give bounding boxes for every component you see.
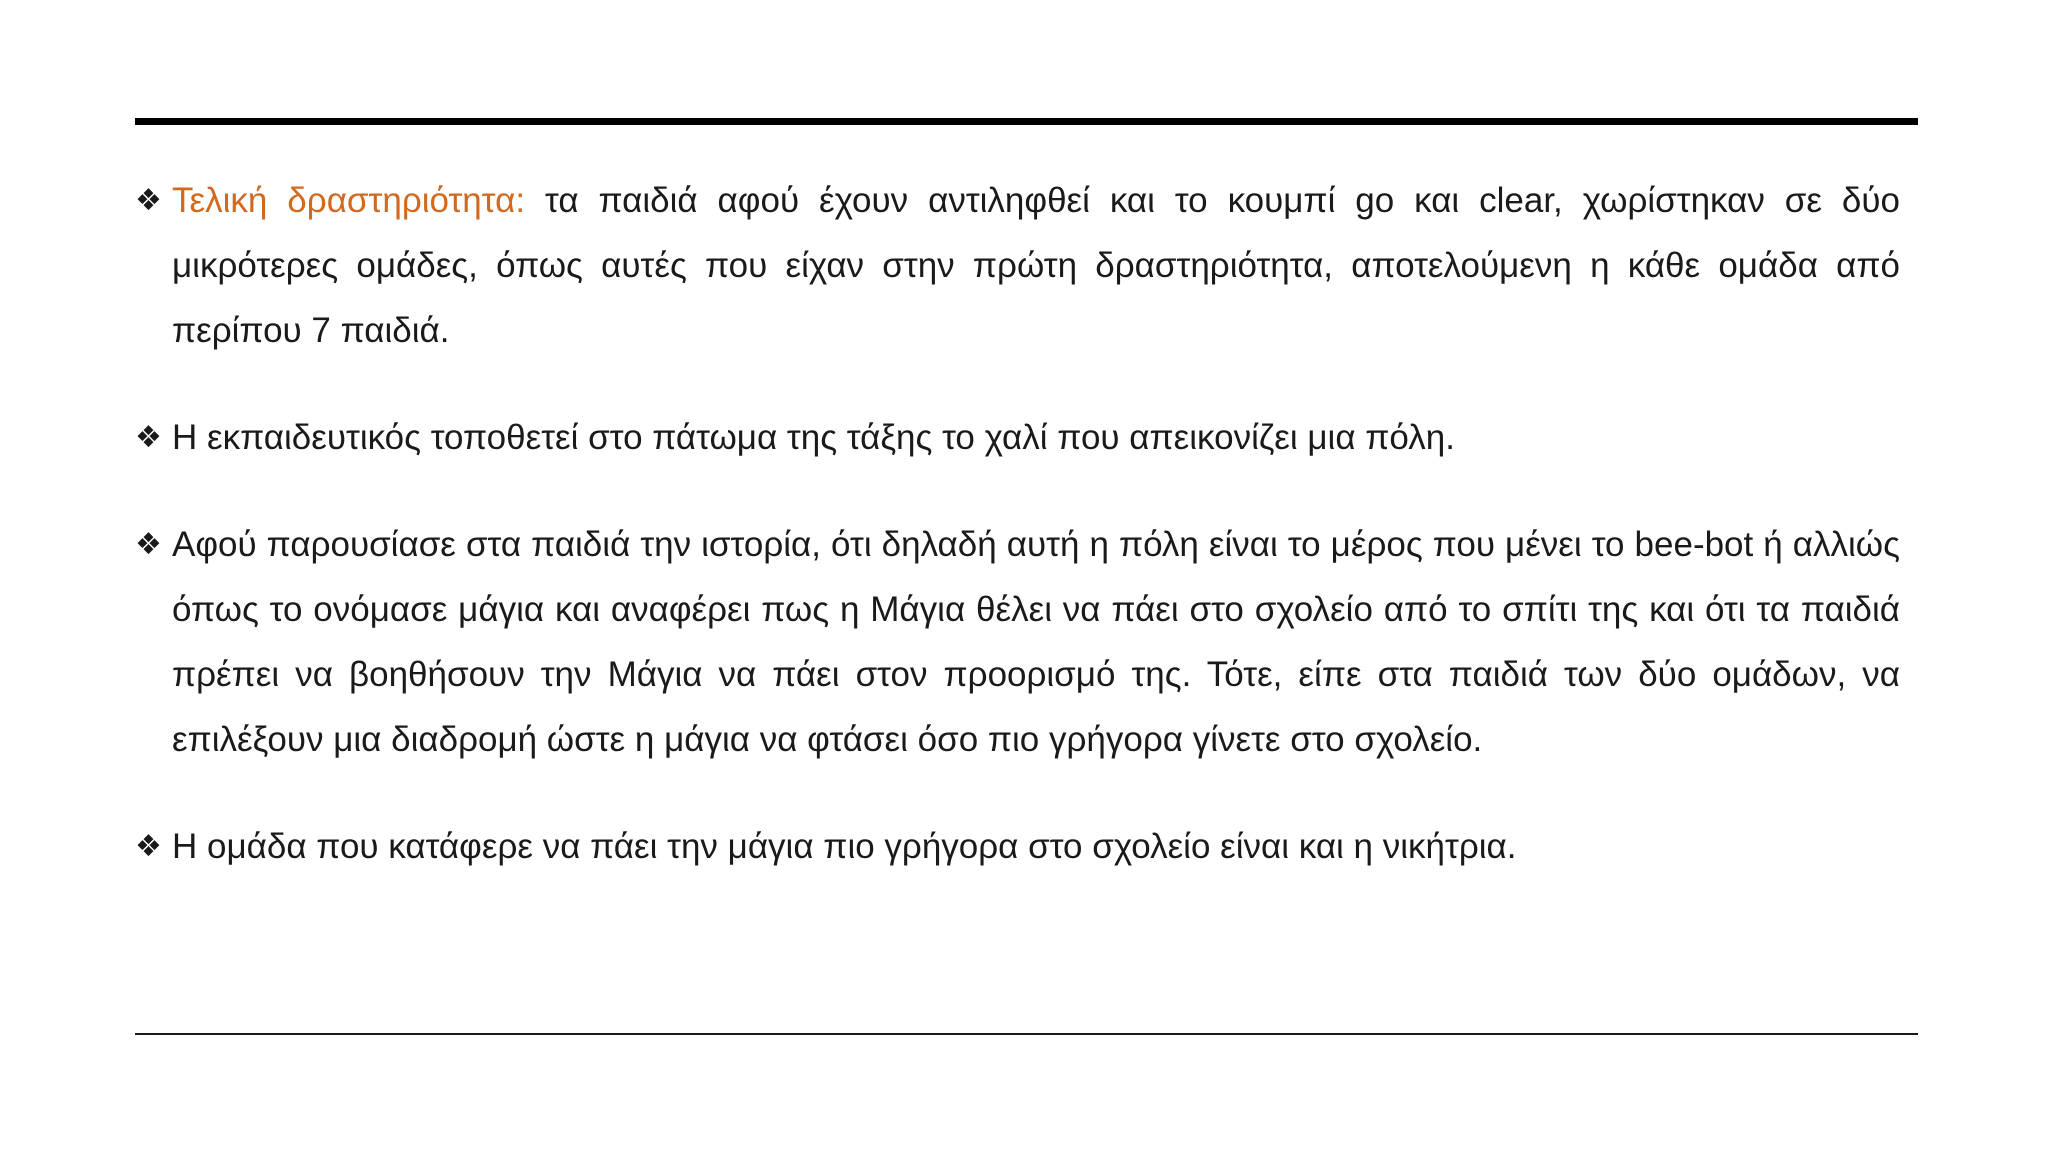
bottom-divider [135,1033,1918,1035]
bullet-lead-label: Τελική δραστηριότητα: [172,181,526,220]
diamond-bullet-icon: ❖ [135,184,162,217]
bullet-item-story [135,512,1900,772]
diamond-bullet-icon: ❖ [135,830,162,863]
diamond-bullet-icon: ❖ [135,528,162,561]
bullet-item-winner [135,814,1900,879]
bullet-text: Η εκπαιδευτικός τοποθετεί στο πάτωμα της τάξης το χαλί που απεικονίζει μια πόλη. [172,418,1455,457]
bullet-list [135,168,1900,921]
bullet-item-carpet [135,405,1900,470]
bullet-text: Αφού παρουσίασε στα παιδιά την ιστορία, ότι δηλαδή αυτή η πόλη είναι το μέρος που μένει το bee-bot ή αλλιώς όπως το ονόμασε μάγια και αναφέρει πως η Μάγια θέλει να πάει στο σχολείο από το σπίτι της και ότι τα παιδιά πρέπει να βοηθήσουν την Μάγια να πάει στον προορισμό της. Τότε, είπε στα παιδιά των δύο ομάδων, να επιλέξουν μια διαδρομή ώστε η μάγια να φτάσει όσο πιο γρήγορα γίνετε στο σχολείο. [172,525,1900,759]
bullet-text: τα παιδιά αφού έχουν αντιληφθεί και το κουμπί go και clear, χωρίστηκαν σε δύο μικρότερες ομάδες, όπως αυτές που είχαν στην πρώτη δραστηριότητα, αποτελούμενη η κάθε ομάδα από περίπου 7 παιδιά. [172,181,1900,350]
diamond-bullet-icon: ❖ [135,421,162,454]
bullet-text: Η ομάδα που κατάφερε να πάει την μάγια πιο γρήγορα στο σχολείο είναι και η νικήτρια. [172,827,1517,866]
top-divider [135,118,1918,125]
bullet-item-final-activity [135,168,1900,363]
